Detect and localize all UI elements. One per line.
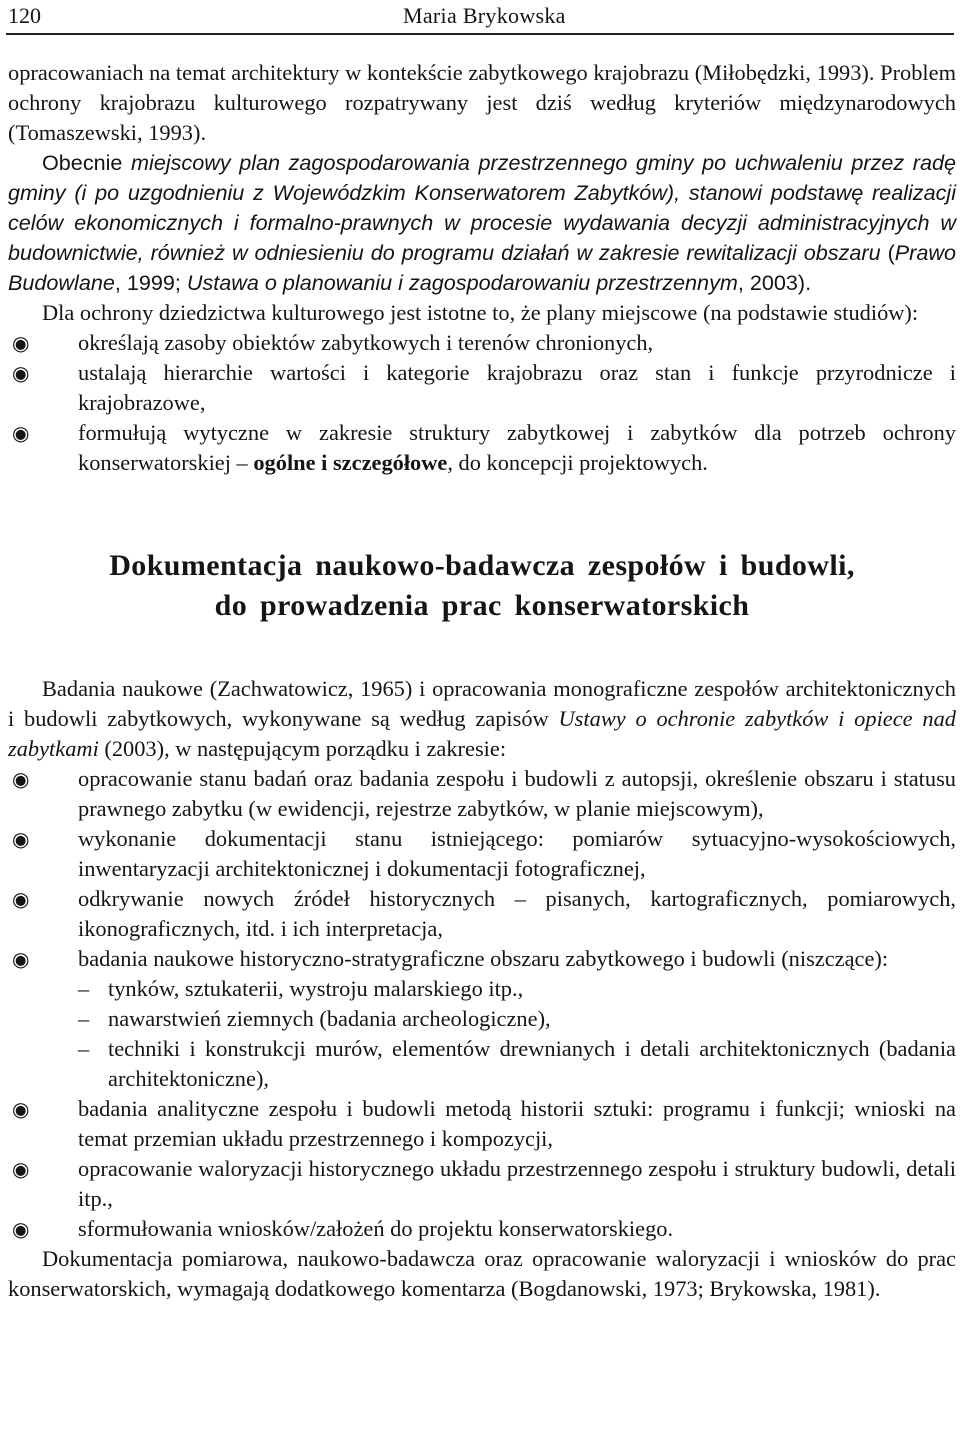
bullet-marker-icon: ◉ bbox=[12, 1097, 30, 1121]
bullet-marker-icon: ◉ bbox=[12, 1217, 30, 1241]
bullet-text: odkrywanie nowych źródeł historycznych – pisanych, kartograficznych, pomiarowych, ikonograficznych, itd. i ich interpretacja, bbox=[78, 886, 956, 941]
bullet-text: sformułowania wniosków/założeń do projektu konserwatorskiego. bbox=[78, 1216, 674, 1241]
bullet-text: ustalają hierarchie wartości i kategorie krajobrazu oraz stan i funkcje przyrodnicze i krajobrazowe, bbox=[78, 360, 956, 415]
bullet-item bbox=[8, 884, 956, 944]
dash-marker: – bbox=[78, 1006, 90, 1031]
bullet-text: wykonanie dokumentacji stanu istniejącego: pomiarów sytuacyjno-wysokościowych, inwentaryzacji architektonicznej i dokumentacji fotograficznej, bbox=[78, 826, 956, 881]
section-title bbox=[8, 546, 956, 626]
bullet-text: opracowanie waloryzacji historycznego układu przestrzennego zespołu i struktury budowli, detali itp., bbox=[78, 1156, 956, 1211]
dash-item bbox=[8, 1034, 956, 1094]
bullet-item bbox=[8, 358, 956, 418]
bullet-item bbox=[8, 764, 956, 824]
bullet-text: formułują wytyczne w zakresie struktury zabytkowej i zabytków dla potrzeb ochrony konserwatorskiej – bbox=[78, 420, 956, 475]
text-run: ( bbox=[880, 240, 895, 265]
italic-citation: Ustawy o ochronie zabytków i opiece nad zabytkami bbox=[8, 706, 956, 761]
italic-run: miejscowy plan zagospodarowania przestrzennego gminy po uchwaleniu przez radę gminy (i po uzgodnieniu z Wojewódzkim Konserwatorem Zabytków), stanowi podstawę realizacji celów ekonomicznych i formalno-prawnych w procesie wydawania decyzji administracyjnych w budownictwie, również w odniesieniu do programu działań w zakresie rewitalizacji obszaru bbox=[8, 150, 956, 265]
bullet-item bbox=[8, 1154, 956, 1214]
page-number: 120 bbox=[8, 3, 41, 28]
body-text bbox=[8, 58, 956, 1304]
bullet-text: badania naukowe historyczno-stratygraficzne obszaru zabytkowego i budowli (niszczące): bbox=[78, 946, 889, 971]
bullet-marker-icon: ◉ bbox=[12, 827, 30, 851]
running-header bbox=[6, 0, 954, 35]
dash-text: techniki i konstrukcji murów, elementów drewnianych i detali architektonicznych (badania architektoniczne), bbox=[108, 1036, 956, 1091]
running-header-author: Maria Brykowska bbox=[403, 3, 566, 28]
bullet-item bbox=[8, 328, 956, 358]
bullet-item bbox=[8, 824, 956, 884]
text-run: , 2003). bbox=[737, 270, 812, 295]
section-title-line-2: do prowadzenia prac konserwatorskich bbox=[214, 589, 750, 622]
bullet-marker-icon: ◉ bbox=[12, 361, 30, 385]
dash-marker: – bbox=[78, 976, 90, 1001]
bullet-text: określają zasoby obiektów zabytkowych i terenów chronionych, bbox=[78, 330, 654, 355]
bullet-item bbox=[8, 1214, 956, 1244]
dash-text: tynków, sztukaterii, wystroju malarskiego itp., bbox=[108, 976, 524, 1001]
bold-run: ogólne i szczegółowe bbox=[253, 450, 448, 475]
bullet-marker-icon: ◉ bbox=[12, 421, 30, 445]
dash-marker: – bbox=[78, 1036, 90, 1061]
dash-item bbox=[8, 1004, 956, 1034]
bullet-text: badania analityczne zespołu i budowli metodą historii sztuki: programu i funkcji; wnioski na temat przemian układu przestrzennego i kompozycji, bbox=[78, 1096, 956, 1151]
bullet-marker-icon: ◉ bbox=[12, 947, 30, 971]
bullet-marker-icon: ◉ bbox=[12, 767, 30, 791]
bullet-item bbox=[8, 418, 956, 478]
dash-item bbox=[8, 974, 956, 1004]
text-run: , 1999; bbox=[114, 270, 187, 295]
paragraph bbox=[8, 674, 956, 764]
dash-text: nawarstwień ziemnych (badania archeologiczne), bbox=[108, 1006, 551, 1031]
italic-citation: Ustawa o planowaniu i zagospodarowaniu przestrzennym bbox=[186, 270, 738, 295]
paragraph-sans bbox=[8, 148, 956, 298]
text-run: Obecnie bbox=[42, 150, 132, 175]
paragraph: Dla ochrony dziedzictwa kulturowego jest istotne to, że plany miejscowe (na podstawie studiów): bbox=[42, 300, 919, 325]
bullet-text: , do koncepcji projektowych. bbox=[447, 450, 708, 475]
bullet-item bbox=[8, 1094, 956, 1154]
paragraph: Dokumentacja pomiarowa, naukowo-badawcza oraz opracowanie waloryzacji i wniosków do prac konserwatorskich, wymagają dodatkowego komentarza (Bogdanowski, 1973; Brykowska, 1981). bbox=[8, 1246, 956, 1301]
bullet-marker-icon: ◉ bbox=[12, 1157, 30, 1181]
bullet-item bbox=[8, 944, 956, 974]
section-title-line-1: Dokumentacja naukowo-badawcza zespołów i budowli, bbox=[109, 549, 855, 582]
bullet-marker-icon: ◉ bbox=[12, 331, 30, 355]
paragraph: opracowaniach na temat architektury w kontekście zabytkowego krajobrazu (Miłobędzki, 1993). Problem ochrony krajobrazu kulturowego rozpatrywany jest dziś według kryteriów międzynarodowych (Tomaszewski, 1993). bbox=[8, 60, 956, 145]
text-run: Badania naukowe (Zachwatowicz, 1965) i opracowania monograficzne zespołów architektonicznych i budowli zabytkowych, wykonywane są według zapisów bbox=[8, 676, 956, 731]
text-run: (2003), w następującym porządku i zakresie: bbox=[98, 736, 507, 761]
bullet-text: opracowanie stanu badań oraz badania zespołu i budowli z autopsji, określenie obszaru i statusu prawnego zabytku (w ewidencji, rejestrze zabytków, w planie miejscowym), bbox=[78, 766, 956, 821]
bullet-marker-icon: ◉ bbox=[12, 887, 30, 911]
italic-citation: Prawo Budowlane bbox=[8, 240, 956, 295]
